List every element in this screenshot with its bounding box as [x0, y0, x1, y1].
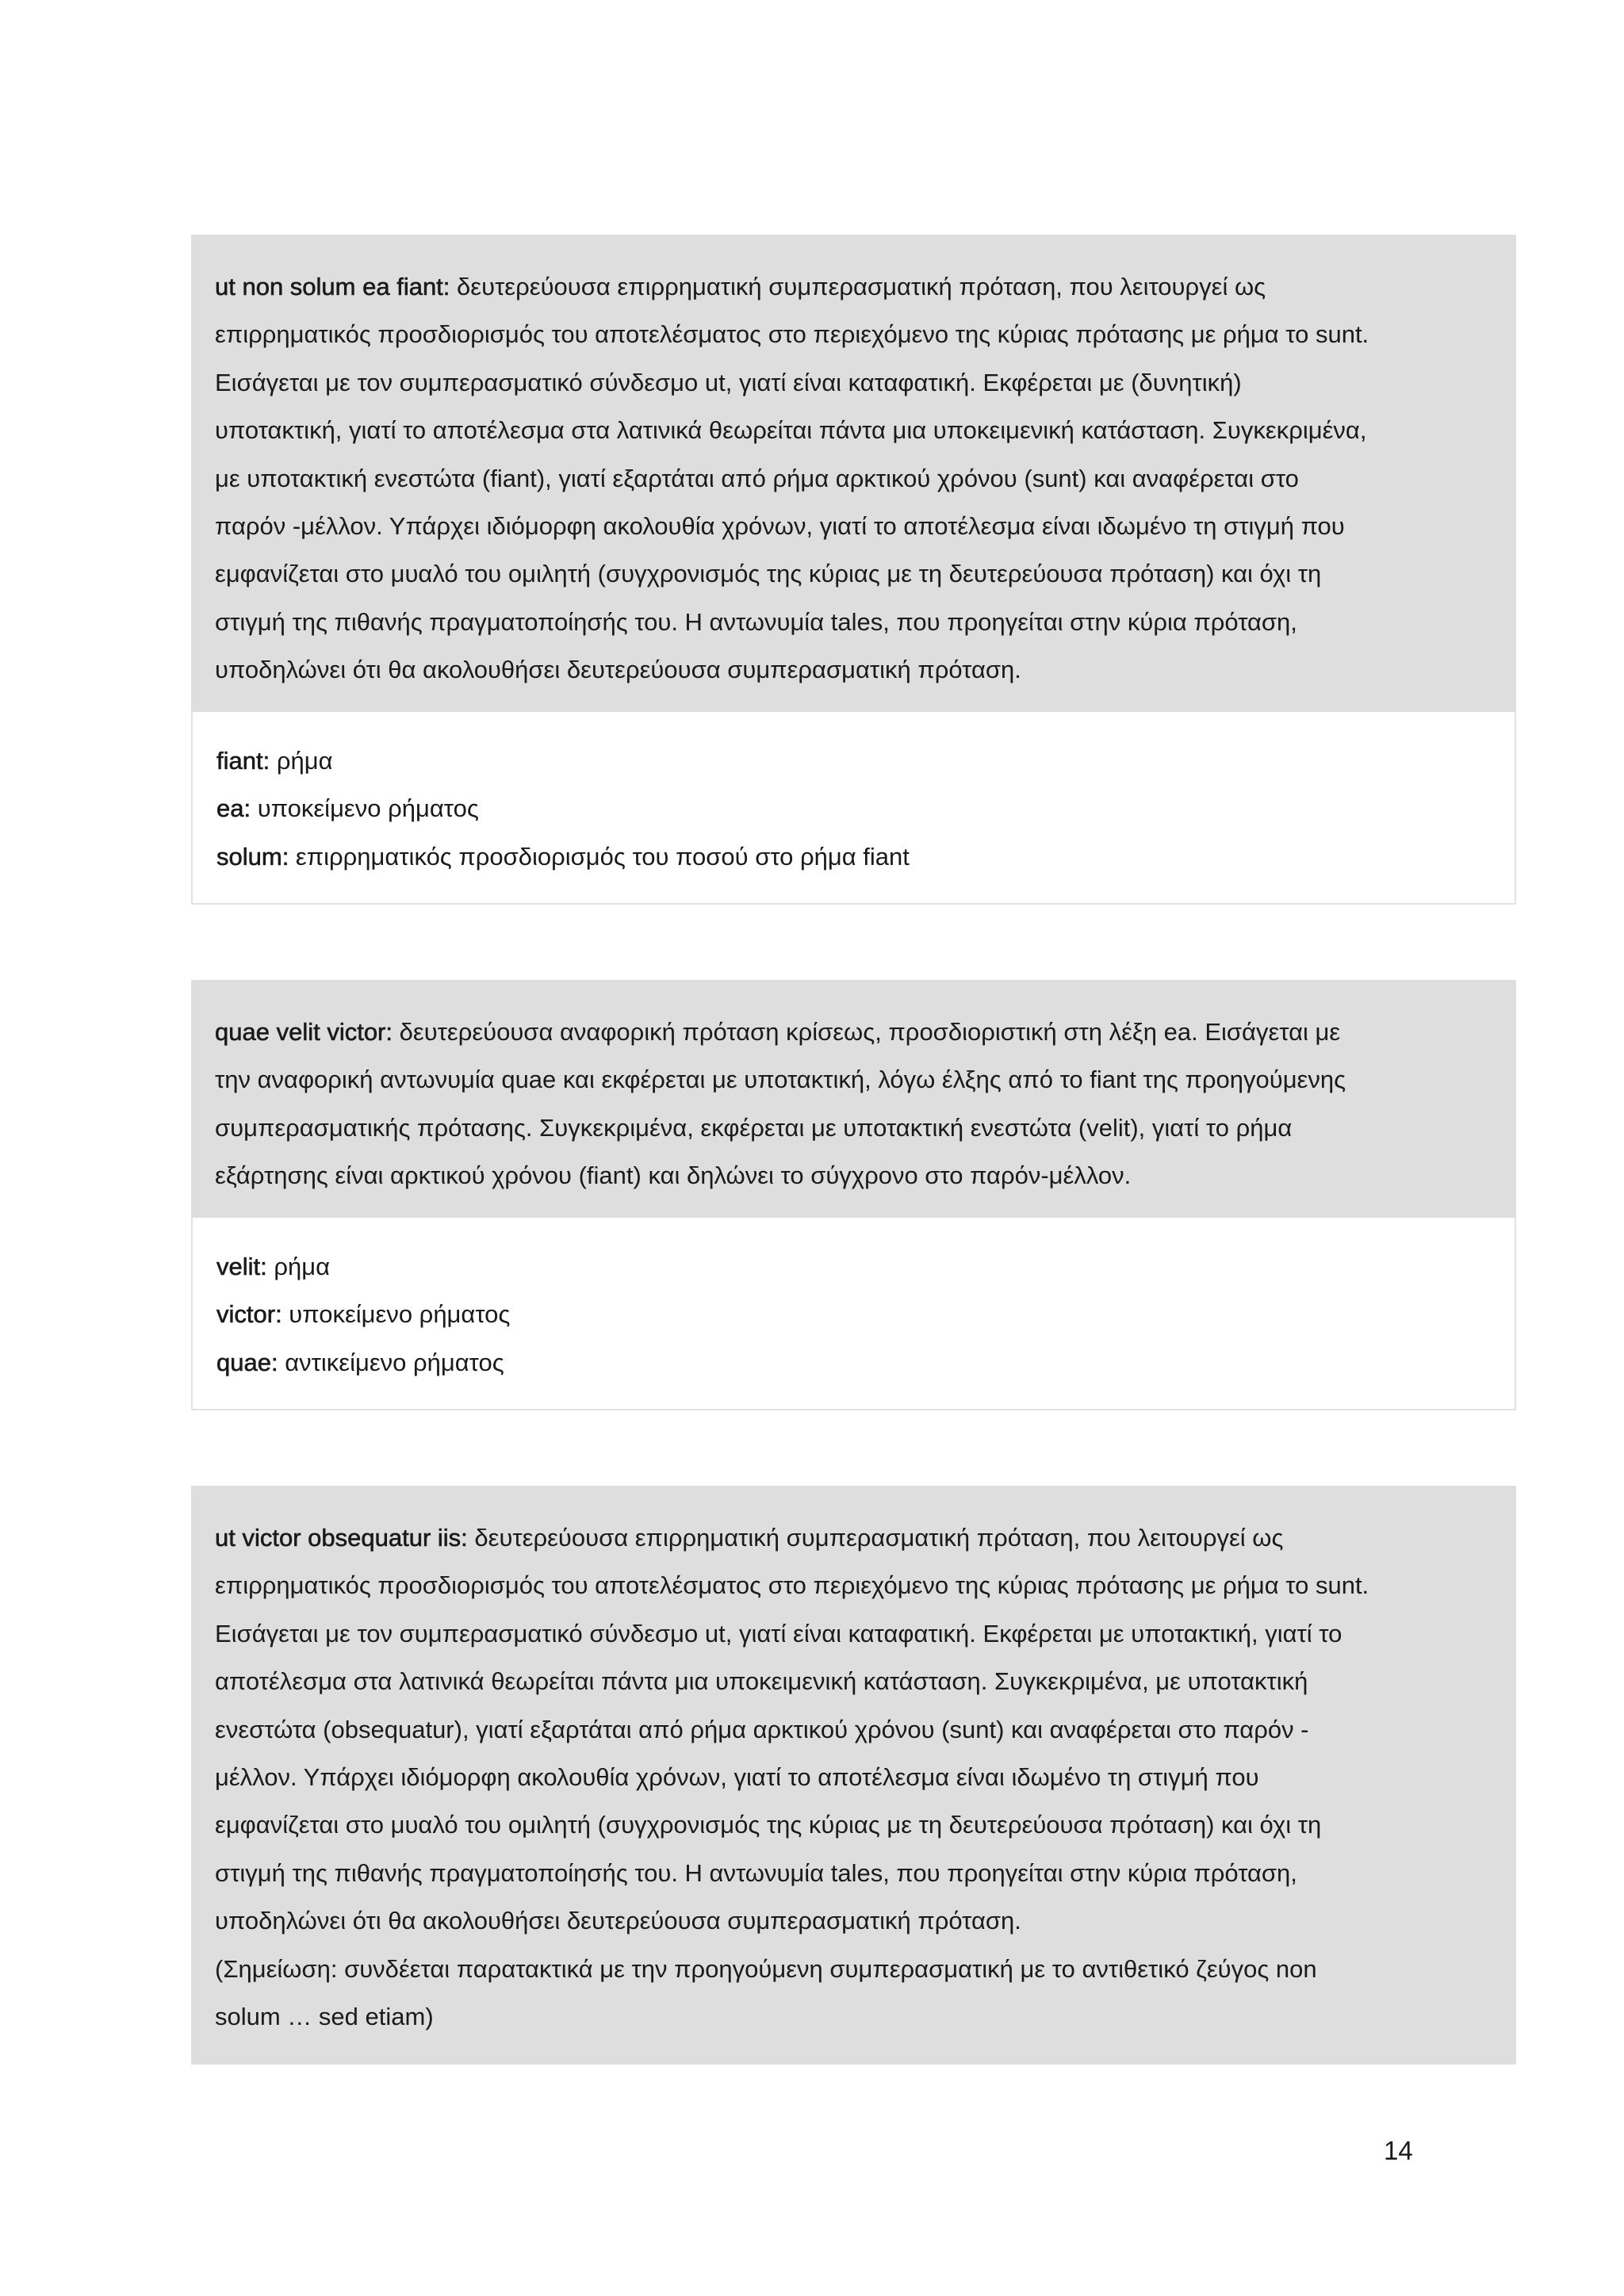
analysis-line: [215, 1514, 1492, 1562]
analysis-line: στιγμή της πιθανής πραγματοποίησής του. Η αντωνυμία tales, που προηγείται στην κύρια πρόταση,: [215, 607, 1297, 636]
parsing-item: [216, 1339, 1491, 1387]
parsing-item: [216, 1243, 1491, 1291]
analysis-line: αποτέλεσμα στα λατινικά θεωρείται πάντα μια υποκειμενική κατάσταση. Συγκεκριμένα, με υποτακτική: [215, 1667, 1308, 1696]
parsing-item: [216, 737, 1491, 785]
analysis-line: συμπερασματικής πρότασης. Συγκεκριμένα, εκφέρεται με υποτακτική ενεστώτα (velit), γιατί το ρήμα: [215, 1113, 1293, 1142]
analysis-line: εμφανίζεται στο μυαλό του ομιλητή (συγχρονισμός της κύριας με τη δευτερεύουσα πρόταση) και όχι τη: [215, 1811, 1322, 1839]
analysis-line: εξάρτησης είναι αρκτικού χρόνου (fiant) και δηλώνει το σύγχρονο στο παρόν-μέλλον.: [215, 1161, 1132, 1190]
parsing-text: ρήμα: [266, 1253, 331, 1280]
parsing-item: [216, 833, 1491, 881]
parsing-text: επιρρηματικός προσδιορισμός του ποσού στο ρήμα fiant: [289, 842, 910, 871]
analysis-line: Εισάγεται με τον συμπερασματικό σύνδεσμο ut, γιατί είναι καταφατική. Εκφέρεται με υποτακτική, γιατί το: [215, 1619, 1342, 1647]
analysis-line: υποδηλώνει ότι θα ακολουθήσει δευτερεύουσα συμπερασματική πρόταση.: [215, 656, 1021, 684]
analysis-line: ενεστώτα (obsequatur), γιατί εξαρτάται από ρήμα αρκτικού χρόνου (sunt) και αναφέρεται στο παρόν -: [215, 1715, 1309, 1743]
parsing-item: [216, 1291, 1491, 1338]
analysis-line: επιρρηματικός προσδιορισμός του αποτελέσματος στο περιεχόμενο της κύριας πρότασης με ρήμα το sunt.: [215, 320, 1369, 349]
analysis-line: μέλλον. Υπάρχει ιδιόμορφη ακολουθία χρόνων, γιατί το αποτέλεσμα είναι ιδωμένο τη στιγμή που: [215, 1763, 1259, 1792]
analysis-line: υποδηλώνει ότι θα ακολουθήσει δευτερεύουσα συμπερασματική πρόταση.: [215, 1907, 1021, 1935]
analysis-term: ut victor obsequatur iis:: [215, 1524, 468, 1552]
analysis-text: δευτερεύουσα επιρρηματική συμπερασματική πρόταση, που λειτουργεί ως: [467, 1524, 1284, 1552]
analysis-line: [215, 1008, 1492, 1056]
analysis-term: ut non solum ea fiant:: [215, 273, 450, 300]
analysis-text: δευτερεύουσα επιρρηματική συμπερασματική πρόταση, που λειτουργεί ως: [450, 273, 1266, 300]
analysis-text: δευτερεύουσα αναφορική πρόταση κρίσεως, προσδιοριστική στη λέξη ea. Εισάγεται με: [393, 1018, 1341, 1046]
parsing-term: victor:: [216, 1300, 282, 1329]
analysis-line: επιρρηματικός προσδιορισμός του αποτελέσματος στο περιεχόμενο της κύριας πρότασης με ρήμα το sunt.: [215, 1571, 1369, 1600]
analysis-line: υποτακτική, γιατί το αποτέλεσμα στα λατινικά θεωρείται πάντα μια υποκειμενική κατάσταση. Συγκεκριμένα,: [215, 416, 1367, 445]
parsing-text: αντικείμενο ρήματος: [278, 1348, 504, 1376]
analysis-term: quae velit victor:: [215, 1018, 393, 1046]
parsing-item: [216, 785, 1491, 832]
parsing-block-quae-velit-victor: [191, 1218, 1516, 1410]
parsing-block-ut-non-solum: [191, 712, 1516, 905]
analysis-line: εμφανίζεται στο μυαλό του ομιλητή (συγχρονισμός της κύριας με τη δευτερεύουσα πρόταση) και όχι τη: [215, 560, 1322, 588]
analysis-line: Εισάγεται με τον συμπερασματικό σύνδεσμο ut, γιατί είναι καταφατική. Εκφέρεται με (δυνητική): [215, 368, 1242, 396]
analysis-block-quae-velit-victor: [191, 980, 1516, 1224]
parsing-text: υποκείμενο ρήματος: [251, 794, 479, 823]
parsing-term: velit:: [216, 1253, 267, 1280]
analysis-block-ut-victor-obsequatur: [191, 1486, 1516, 2064]
parsing-text: ρήμα: [270, 747, 333, 775]
analysis-line: στιγμή της πιθανής πραγματοποίησής του. Η αντωνυμία tales, που προηγείται στην κύρια πρόταση,: [215, 1858, 1297, 1887]
parsing-term: quae:: [216, 1348, 278, 1376]
page-number: 14: [1384, 2136, 1413, 2165]
analysis-note-line: (Σημείωση: συνδέεται παρατακτικά με την προηγούμενη συμπερασματική με το αντιθετικό ζεύγος non: [215, 1954, 1317, 1983]
parsing-term: fiant:: [216, 747, 270, 775]
analysis-block-ut-non-solum: [191, 235, 1516, 718]
parsing-term: solum:: [216, 842, 289, 871]
analysis-line: την αναφορική αντωνυμία quae και εκφέρεται με υποτακτική, λόγω έλξης από το fiant της προηγούμενης: [215, 1066, 1346, 1094]
parsing-term: ea:: [216, 794, 251, 823]
parsing-text: υποκείμενο ρήματος: [282, 1300, 511, 1329]
analysis-line: παρόν -μέλλον. Υπάρχει ιδιόμορφη ακολουθία χρόνων, γιατί το αποτέλεσμα είναι ιδωμένο τη στιγμή που: [215, 512, 1345, 541]
analysis-line: με υποτακτική ενεστώτα (fiant), γιατί εξαρτάται από ρήμα αρκτικού χρόνου (sunt) και αναφέρεται στο: [215, 464, 1299, 492]
analysis-note-line: solum … sed etiam): [215, 2003, 434, 2031]
analysis-line: [215, 263, 1492, 311]
